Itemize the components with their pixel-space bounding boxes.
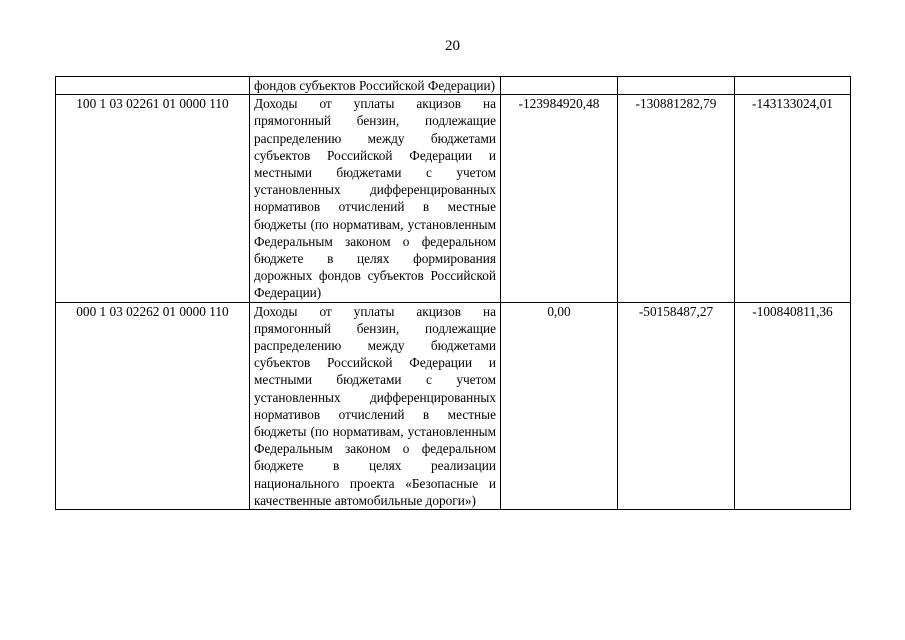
row-value-year-2: -50158487,27 xyxy=(618,302,735,509)
budget-table xyxy=(55,76,851,510)
row-value-year-2 xyxy=(618,77,735,95)
row-code: 100 1 03 02261 01 0000 110 xyxy=(56,95,250,302)
row-value-year-3: -100840811,36 xyxy=(735,302,851,509)
page-number: 20 xyxy=(445,38,460,54)
row-value-year-2: -130881282,79 xyxy=(618,95,735,302)
row-value-year-1: -123984920,48 xyxy=(501,95,618,302)
row-value-year-3 xyxy=(735,77,851,95)
row-value-year-1 xyxy=(501,77,618,95)
table-row xyxy=(56,302,851,509)
row-code xyxy=(56,77,250,95)
row-name: Доходы от уплаты акцизов на прямогонный бензин, подлежащие распределению между бюджетами субъектов Российской Федерации и местными бюджетами с учетом установленных дифференцированных нормативов отчислений в местные бюджеты (по нормативам, установленным Федеральным законом о федеральном бюджете в целях реализации национального проекта «Безопасные и качественные автомобильные дороги») xyxy=(250,302,501,509)
row-code: 000 1 03 02262 01 0000 110 xyxy=(56,302,250,509)
table-row xyxy=(56,77,851,95)
row-value-year-1: 0,00 xyxy=(501,302,618,509)
table-row xyxy=(56,95,851,302)
row-value-year-3: -143133024,01 xyxy=(735,95,851,302)
row-name: фондов субъектов Российской Федерации) xyxy=(250,77,501,95)
row-name: Доходы от уплаты акцизов на прямогонный бензин, подлежащие распределению между бюджетами субъектов Российской Федерации и местными бюджетами с учетом установленных дифференцированных нормативов отчислений в местные бюджеты (по нормативам, установленным Федеральным законом о федеральном бюджете в целях формирования дорожных фондов субъектов Российской Федерации) xyxy=(250,95,501,302)
